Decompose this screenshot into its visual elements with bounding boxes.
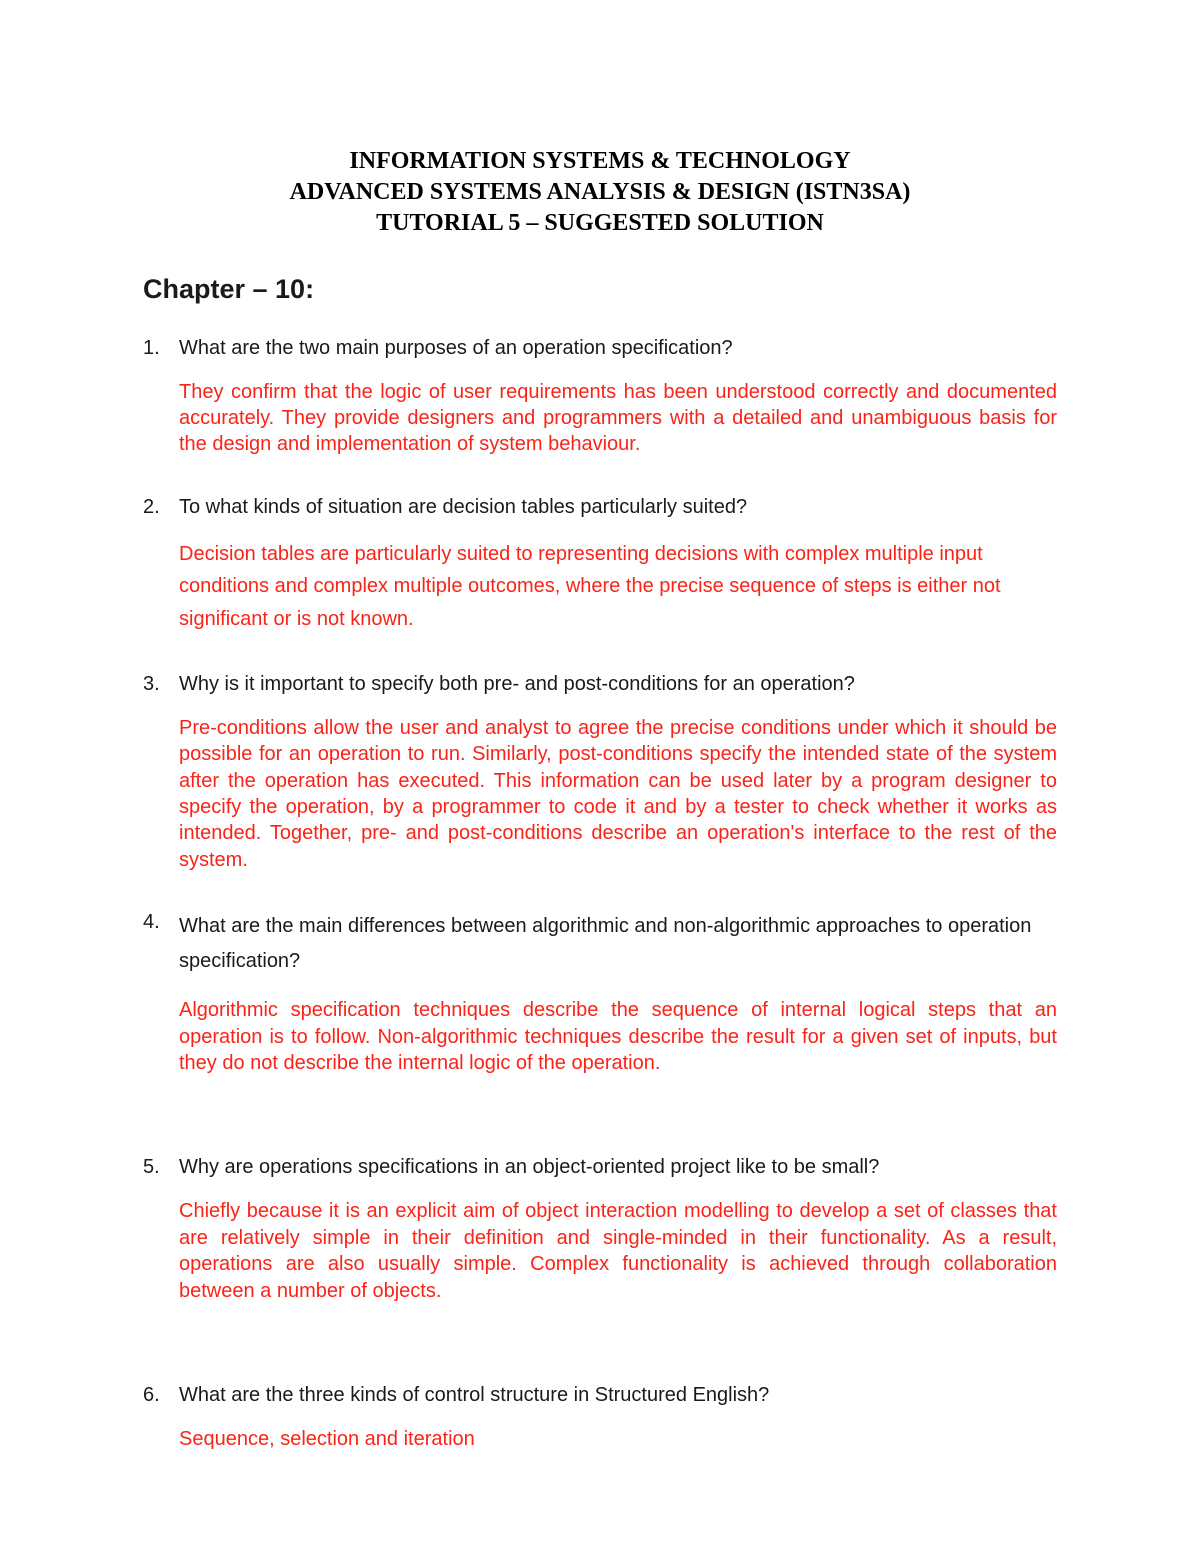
answer-text: Algorithmic specification techniques describe the sequence of internal logical steps that an operation is to follow. Non-algorithmic techniques describe the result for a given set of inputs, but they do not describe the internal logic of the operation. [179,999,1057,1075]
document-title [143,146,1057,240]
answer-text: Chiefly because it is an explicit aim of object interaction modelling to develop a set of classes that are relatively simple in their definition and single-minded in their functionality. As a result, operations are also usually simple. Complex functionality is achieved through collaboration between a number of objects. [179,1200,1057,1302]
question-text: What are the three kinds of control structure in Structured English? [179,1383,770,1406]
answer-text: Sequence, selection and iteration [179,1427,475,1450]
question-text: Why are operations specifications in an object-oriented project like to be small? [179,1156,880,1179]
question-number: 4. [143,911,160,934]
question-text: To what kinds of situation are decision tables particularly suited? [179,495,748,518]
qa-item-4 [143,909,1057,1112]
qa-body [179,1382,1057,1452]
qa-body [179,909,1057,1112]
title-line-2: ADVANCED SYSTEMS ANALYSIS & DESIGN (ISTN3SA) [289,179,911,206]
title-line-1: INFORMATION SYSTEMS & TECHNOLOGY [349,148,851,174]
question-text: Why is it important to specify both pre- and post-conditions for an operation? [179,672,855,695]
answer-text: Decision tables are particularly suited to representing decisions with complex multiple input conditions and complex multiple outcomes, where the precise sequence of steps is either not significant or is not known. [179,542,1001,630]
answer-text: They confirm that the logic of user requirements has been understood correctly and documented accurately. They provide designers and programmers with a detailed and unambiguous basis for the design and implementation of system behaviour. [179,380,1057,456]
question-number: 5. [143,1156,160,1179]
question-text: What are the two main purposes of an operation specification? [179,336,733,359]
qa-item-1 [143,335,1057,494]
question-number: 2. [143,495,160,518]
qa-body [179,494,1057,671]
question-text: What are the main differences between algorithmic and non-algorithmic approaches to operation specification? [179,915,1032,973]
qa-item-5 [143,1154,1057,1340]
question-number: 3. [143,672,160,695]
qa-item-2 [143,494,1057,671]
qa-item-3 [143,671,1057,909]
qa-body [179,335,1057,494]
qa-body [179,671,1057,909]
answer-text: Pre-conditions allow the user and analyst to agree the precise conditions under which it should be possible for an operation to run. Similarly, post-conditions specify the intended state of the system after the operation has executed. This information can be used later by a program designer to specify the operation, by a programmer to code it and by a tester to check whether it works as intended. Together, pre- and post-conditions describe an operation's interface to the rest of the system. [179,716,1057,871]
title-line-3: TUTORIAL 5 – SUGGESTED SOLUTION [376,210,824,237]
question-number: 1. [143,336,160,359]
chapter-heading: Chapter – 10: [143,273,315,304]
qa-body [179,1154,1057,1340]
question-number: 6. [143,1383,160,1406]
qa-item-6 [143,1382,1057,1452]
